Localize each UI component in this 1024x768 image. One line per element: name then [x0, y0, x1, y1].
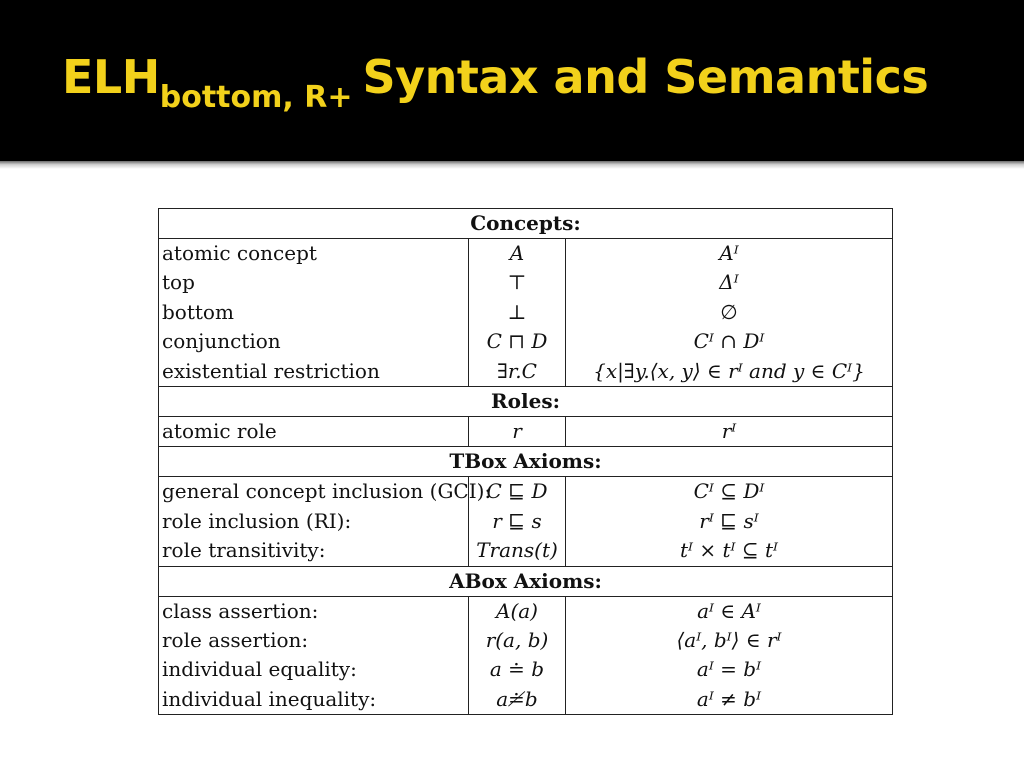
row-name: role inclusion (RI):: [162, 508, 352, 533]
row-semantics: ∅: [720, 299, 738, 324]
row-semantics: Aᴵ: [719, 241, 739, 265]
row-name: existential restriction: [162, 358, 380, 383]
row-syntax: a≐̸b: [496, 686, 538, 711]
row-semantics: rᴵ ⊑ sᴵ: [699, 508, 759, 533]
syntax-column: [469, 416, 566, 446]
row-semantics: aᴵ = bᴵ: [696, 657, 762, 682]
title-rest: Syntax and Semantics: [362, 50, 929, 104]
slide-title: [62, 50, 929, 115]
row-syntax: a ≐ b: [489, 657, 545, 682]
row-syntax: C ⊓ D: [486, 329, 548, 354]
row-name: top: [162, 270, 195, 295]
section-header-row: [159, 386, 893, 416]
section-header-abox: ABox Axioms:: [159, 566, 893, 596]
row-semantics: Δᴵ: [719, 270, 739, 295]
row-syntax: r: [512, 418, 522, 443]
name-column: [159, 596, 469, 715]
section-body-tbox: [159, 477, 893, 566]
section-body-concepts: [159, 239, 893, 387]
row-name: individual equality:: [162, 657, 357, 682]
row-semantics: tᴵ × tᴵ ⊆ tᴵ: [680, 538, 778, 563]
row-semantics: Cᴵ ⊆ Dᴵ: [693, 479, 765, 504]
section-header-row: [159, 447, 893, 477]
title-subscript: bottom, R+: [159, 80, 353, 115]
row-name: role transitivity:: [162, 538, 326, 563]
row-name: atomic role: [162, 418, 277, 443]
semantics-column: [566, 416, 893, 446]
name-column: [159, 416, 469, 446]
row-semantics: ⟨aᴵ, bᴵ⟩ ∈ rᴵ: [676, 627, 782, 652]
semantics-column: [566, 239, 893, 387]
row-semantics: aᴵ ≠ bᴵ: [696, 686, 762, 711]
syntax-semantics-table: [158, 208, 893, 715]
section-header-roles: Roles:: [159, 386, 893, 416]
row-semantics: {x|∃y.⟨x, y⟩ ∈ rᴵ and y ∈ Cᴵ}: [593, 358, 865, 383]
section-header-row: [159, 209, 893, 239]
row-syntax: Trans(t): [476, 538, 558, 563]
row-semantics: aᴵ ∈ Aᴵ: [697, 598, 761, 623]
section-header-concepts: Concepts:: [159, 209, 893, 239]
section-header-tbox: TBox Axioms:: [159, 447, 893, 477]
row-semantics: Cᴵ ∩ Dᴵ: [693, 329, 765, 354]
row-semantics: rᴵ: [721, 418, 737, 443]
row-syntax: r(a, b): [485, 627, 549, 652]
row-syntax: A(a): [496, 598, 538, 623]
row-name: class assertion:: [162, 598, 319, 623]
row-name: individual inequality:: [162, 686, 377, 711]
row-name: conjunction: [162, 329, 281, 354]
section-body-abox: [159, 596, 893, 715]
title-divider: [0, 161, 1024, 169]
syntax-column: [469, 239, 566, 387]
title-main: ELH: [62, 50, 160, 104]
row-syntax: ⊤: [507, 270, 527, 295]
section-header-row: [159, 566, 893, 596]
row-name: role assertion:: [162, 627, 309, 652]
row-syntax: ⊥: [507, 299, 527, 324]
section-body-roles: [159, 416, 893, 446]
row-syntax: A: [509, 241, 525, 265]
syntax-column: [469, 596, 566, 715]
row-name: bottom: [162, 299, 234, 324]
row-syntax: ∃r.C: [497, 358, 537, 383]
row-name: atomic concept: [162, 241, 317, 265]
semantics-column: [566, 596, 893, 715]
semantics-column: [566, 477, 893, 566]
name-column: [159, 239, 469, 387]
row-name: general concept inclusion (GCI):: [162, 479, 492, 504]
name-column: [159, 477, 492, 566]
row-syntax: r ⊑ s: [492, 508, 542, 533]
row-syntax: C ⊑ D: [486, 479, 548, 504]
